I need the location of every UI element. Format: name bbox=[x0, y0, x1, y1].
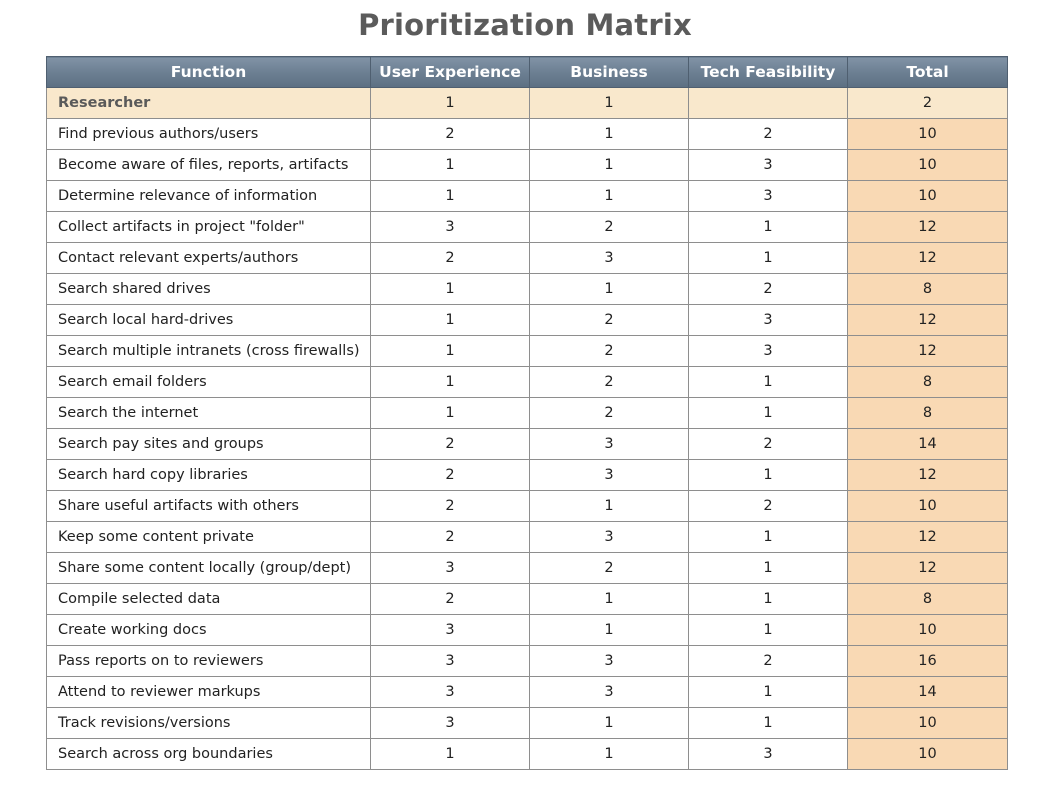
cell-tech-feasibility: 1 bbox=[689, 398, 848, 429]
table-body bbox=[47, 88, 1008, 770]
cell-business: 3 bbox=[530, 646, 689, 677]
table-row[interactable] bbox=[47, 336, 1008, 367]
group-user-experience: 1 bbox=[371, 88, 530, 119]
cell-tech-feasibility: 3 bbox=[689, 336, 848, 367]
cell-business: 2 bbox=[530, 553, 689, 584]
cell-total: 10 bbox=[848, 150, 1008, 181]
cell-user-experience: 3 bbox=[371, 615, 530, 646]
table-row[interactable] bbox=[47, 708, 1008, 739]
prioritization-table bbox=[46, 56, 1008, 770]
cell-total: 8 bbox=[848, 367, 1008, 398]
cell-user-experience: 3 bbox=[371, 553, 530, 584]
cell-function: Contact relevant experts/authors bbox=[47, 243, 371, 274]
table-row[interactable] bbox=[47, 212, 1008, 243]
cell-tech-feasibility: 3 bbox=[689, 739, 848, 770]
cell-function: Determine relevance of information bbox=[47, 181, 371, 212]
cell-total: 10 bbox=[848, 739, 1008, 770]
column-header-tech-feasibility[interactable]: Tech Feasibility bbox=[689, 57, 848, 88]
cell-function: Compile selected data bbox=[47, 584, 371, 615]
cell-tech-feasibility: 1 bbox=[689, 522, 848, 553]
cell-tech-feasibility: 1 bbox=[689, 460, 848, 491]
cell-total: 12 bbox=[848, 212, 1008, 243]
cell-function: Search email folders bbox=[47, 367, 371, 398]
cell-user-experience: 3 bbox=[371, 212, 530, 243]
column-header-business[interactable]: Business bbox=[530, 57, 689, 88]
cell-user-experience: 2 bbox=[371, 119, 530, 150]
table-header bbox=[47, 57, 1008, 88]
cell-function: Create working docs bbox=[47, 615, 371, 646]
cell-tech-feasibility: 2 bbox=[689, 491, 848, 522]
cell-business: 3 bbox=[530, 429, 689, 460]
table-row[interactable] bbox=[47, 274, 1008, 305]
cell-tech-feasibility: 1 bbox=[689, 367, 848, 398]
table-row[interactable] bbox=[47, 150, 1008, 181]
cell-user-experience: 3 bbox=[371, 677, 530, 708]
group-total: 2 bbox=[848, 88, 1008, 119]
cell-business: 1 bbox=[530, 739, 689, 770]
cell-function: Attend to reviewer markups bbox=[47, 677, 371, 708]
cell-function: Share useful artifacts with others bbox=[47, 491, 371, 522]
cell-total: 8 bbox=[848, 584, 1008, 615]
table-row[interactable] bbox=[47, 646, 1008, 677]
cell-user-experience: 1 bbox=[371, 367, 530, 398]
cell-user-experience: 2 bbox=[371, 243, 530, 274]
cell-tech-feasibility: 2 bbox=[689, 646, 848, 677]
cell-business: 1 bbox=[530, 615, 689, 646]
column-header-user-experience[interactable]: User Experience bbox=[371, 57, 530, 88]
cell-user-experience: 2 bbox=[371, 491, 530, 522]
cell-business: 1 bbox=[530, 491, 689, 522]
cell-business: 3 bbox=[530, 677, 689, 708]
table-row[interactable] bbox=[47, 181, 1008, 212]
cell-user-experience: 1 bbox=[371, 398, 530, 429]
cell-total: 12 bbox=[848, 553, 1008, 584]
cell-function: Search across org boundaries bbox=[47, 739, 371, 770]
cell-user-experience: 1 bbox=[371, 274, 530, 305]
cell-total: 14 bbox=[848, 429, 1008, 460]
table-row[interactable] bbox=[47, 429, 1008, 460]
cell-user-experience: 1 bbox=[371, 181, 530, 212]
cell-total: 16 bbox=[848, 646, 1008, 677]
cell-user-experience: 1 bbox=[371, 336, 530, 367]
table-row[interactable] bbox=[47, 305, 1008, 336]
cell-function: Search hard copy libraries bbox=[47, 460, 371, 491]
cell-tech-feasibility: 1 bbox=[689, 677, 848, 708]
cell-total: 8 bbox=[848, 274, 1008, 305]
table-row[interactable] bbox=[47, 615, 1008, 646]
cell-business: 1 bbox=[530, 708, 689, 739]
cell-business: 3 bbox=[530, 460, 689, 491]
cell-tech-feasibility: 1 bbox=[689, 708, 848, 739]
column-header-function[interactable]: Function bbox=[47, 57, 371, 88]
cell-user-experience: 3 bbox=[371, 646, 530, 677]
cell-user-experience: 1 bbox=[371, 739, 530, 770]
cell-user-experience: 2 bbox=[371, 460, 530, 491]
cell-tech-feasibility: 1 bbox=[689, 584, 848, 615]
cell-function: Search pay sites and groups bbox=[47, 429, 371, 460]
cell-total: 12 bbox=[848, 460, 1008, 491]
table-row[interactable] bbox=[47, 491, 1008, 522]
cell-business: 2 bbox=[530, 367, 689, 398]
cell-business: 2 bbox=[530, 212, 689, 243]
cell-tech-feasibility: 1 bbox=[689, 212, 848, 243]
cell-business: 1 bbox=[530, 584, 689, 615]
table-row[interactable] bbox=[47, 739, 1008, 770]
cell-tech-feasibility: 1 bbox=[689, 553, 848, 584]
cell-user-experience: 3 bbox=[371, 708, 530, 739]
group-label: Researcher bbox=[47, 88, 371, 119]
group-row-researcher[interactable] bbox=[47, 88, 1008, 119]
cell-business: 3 bbox=[530, 243, 689, 274]
cell-function: Pass reports on to reviewers bbox=[47, 646, 371, 677]
cell-total: 14 bbox=[848, 677, 1008, 708]
group-tech-feasibility bbox=[689, 88, 848, 119]
cell-total: 10 bbox=[848, 708, 1008, 739]
table-row[interactable] bbox=[47, 522, 1008, 553]
cell-function: Share some content locally (group/dept) bbox=[47, 553, 371, 584]
cell-function: Search the internet bbox=[47, 398, 371, 429]
cell-total: 8 bbox=[848, 398, 1008, 429]
header-row bbox=[47, 57, 1008, 88]
cell-function: Search shared drives bbox=[47, 274, 371, 305]
cell-total: 12 bbox=[848, 305, 1008, 336]
table-row[interactable] bbox=[47, 398, 1008, 429]
cell-function: Collect artifacts in project "folder" bbox=[47, 212, 371, 243]
cell-user-experience: 1 bbox=[371, 150, 530, 181]
cell-total: 10 bbox=[848, 491, 1008, 522]
cell-total: 12 bbox=[848, 522, 1008, 553]
table-row[interactable] bbox=[47, 553, 1008, 584]
cell-tech-feasibility: 3 bbox=[689, 150, 848, 181]
cell-function: Find previous authors/users bbox=[47, 119, 371, 150]
cell-tech-feasibility: 2 bbox=[689, 119, 848, 150]
table-row[interactable] bbox=[47, 460, 1008, 491]
cell-total: 10 bbox=[848, 615, 1008, 646]
cell-function: Search local hard-drives bbox=[47, 305, 371, 336]
cell-business: 2 bbox=[530, 336, 689, 367]
cell-total: 12 bbox=[848, 336, 1008, 367]
table-row[interactable] bbox=[47, 119, 1008, 150]
cell-function: Search multiple intranets (cross firewalls) bbox=[47, 336, 371, 367]
table-row[interactable] bbox=[47, 367, 1008, 398]
cell-user-experience: 2 bbox=[371, 429, 530, 460]
cell-business: 1 bbox=[530, 150, 689, 181]
cell-business: 1 bbox=[530, 181, 689, 212]
cell-tech-feasibility: 2 bbox=[689, 429, 848, 460]
cell-business: 1 bbox=[530, 274, 689, 305]
column-header-total[interactable]: Total bbox=[848, 57, 1008, 88]
cell-business: 3 bbox=[530, 522, 689, 553]
group-business: 1 bbox=[530, 88, 689, 119]
cell-user-experience: 2 bbox=[371, 584, 530, 615]
table-row[interactable] bbox=[47, 243, 1008, 274]
cell-tech-feasibility: 3 bbox=[689, 305, 848, 336]
cell-function: Track revisions/versions bbox=[47, 708, 371, 739]
cell-business: 2 bbox=[530, 398, 689, 429]
cell-total: 10 bbox=[848, 181, 1008, 212]
cell-total: 12 bbox=[848, 243, 1008, 274]
cell-function: Become aware of files, reports, artifacts bbox=[47, 150, 371, 181]
cell-business: 2 bbox=[530, 305, 689, 336]
cell-tech-feasibility: 1 bbox=[689, 243, 848, 274]
cell-tech-feasibility: 3 bbox=[689, 181, 848, 212]
cell-total: 10 bbox=[848, 119, 1008, 150]
table-row[interactable] bbox=[47, 677, 1008, 708]
cell-user-experience: 2 bbox=[371, 522, 530, 553]
cell-function: Keep some content private bbox=[47, 522, 371, 553]
cell-business: 1 bbox=[530, 119, 689, 150]
cell-tech-feasibility: 1 bbox=[689, 615, 848, 646]
page-title: Prioritization Matrix bbox=[358, 8, 692, 42]
cell-tech-feasibility: 2 bbox=[689, 274, 848, 305]
table-row[interactable] bbox=[47, 584, 1008, 615]
cell-user-experience: 1 bbox=[371, 305, 530, 336]
